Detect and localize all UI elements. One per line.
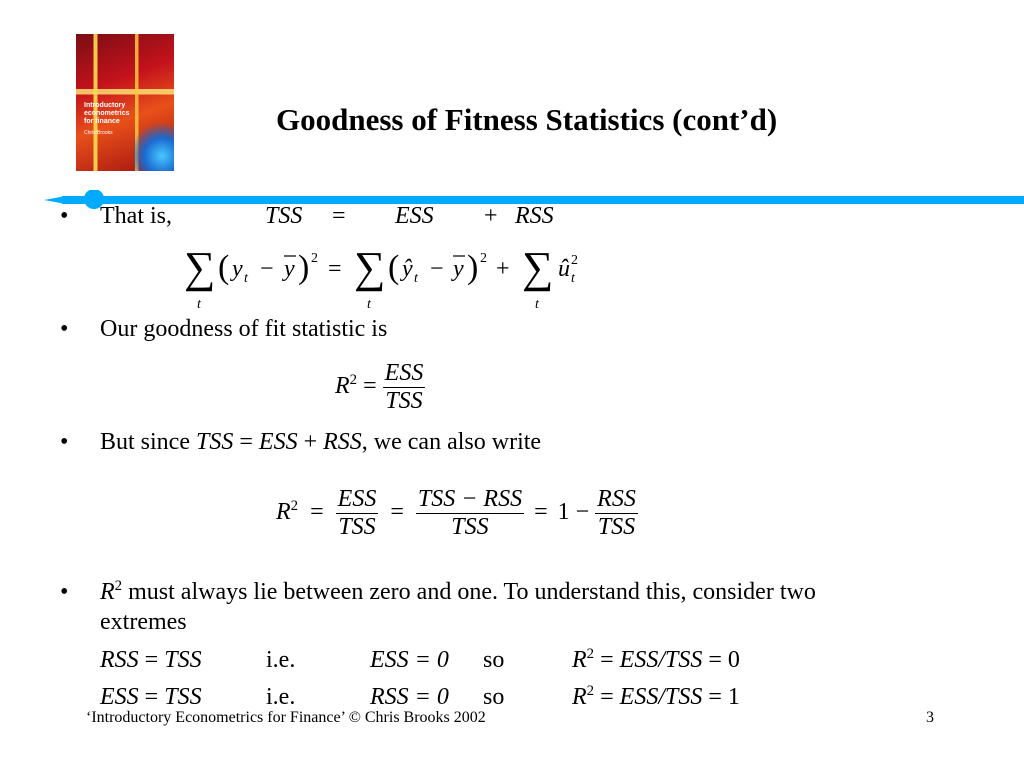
sq-1: 2 [311,251,318,266]
extreme-1-result [572,647,740,674]
uhat-sq: 2 [571,253,578,268]
r-squared-definition [335,360,425,415]
extreme-1-cond [370,647,449,674]
y-t-sub-1: t [244,271,248,286]
bullet-1-plus: + [484,203,498,229]
yhat-t-sub: t [414,271,418,286]
cover-author: Chris Brooks [84,130,113,136]
extreme-2-res-expr: ESS/TSS [619,684,703,710]
bullet-1-rss: RSS [515,203,554,229]
bullet-4-r: R [100,579,115,605]
ybar-1: y [284,256,295,282]
bullet-3-rss: RSS [323,429,362,455]
slide-footer: ‘Introductory Econometrics for Finance’ © Chris Brooks 2002 [86,709,486,726]
extreme-1-sup: 2 [586,646,595,662]
frac-ess-tss [336,486,379,541]
r2b-eq-2: = [390,499,404,526]
bullet-4-text [100,579,816,606]
extreme-1-res-expr: ESS/TSS [619,647,703,673]
extreme-1-cond-val: 0 [436,647,449,673]
bullet-1-ess: ESS [395,203,434,229]
r2b-eq-1: = [310,499,324,526]
page-number: 3 [926,709,934,726]
extreme-2-cond [370,684,449,711]
cover-title-line2: econometrics [84,110,130,117]
bullet-3-post: , we can also write [361,429,542,455]
bullet-3-text [100,429,541,456]
frac2-num: TSS − RSS [417,486,523,512]
extreme-1-lhs [100,647,202,674]
sum-of-squares-equation [180,240,600,320]
cover-glow [134,121,174,171]
bullet-marker-1: • [60,203,69,229]
r2-r: R [335,373,350,400]
extreme-1-res-val: 0 [727,647,740,673]
sum-sub-3: t [535,297,539,312]
frac-rss-tss [595,486,638,541]
paren-open-2: ( [388,249,400,286]
extreme-1-rhs: TSS [164,647,202,673]
extreme-2-so: so [483,684,505,710]
bullet-3-plus: + [297,429,324,455]
frac3-den: TSS [597,514,636,540]
one-minus: 1 − [557,499,590,526]
r2b-r: R [276,499,291,526]
extreme-2-res-eq: = [594,684,620,710]
extreme-1-cond-var: ESS [370,647,409,673]
extreme-2-res-val: 1 [727,684,740,710]
slide-title: Goodness of Fitness Statistics (cont’d) [276,102,778,137]
sum-sign-1: ∑ [184,243,216,292]
paren-close-2: ) [467,249,479,286]
extreme-2-lhs [100,684,202,711]
sq-2: 2 [480,251,487,266]
bullet-3-pre: But since [100,429,196,455]
minus-1: − [260,256,274,282]
extreme-1-cond-eq: = [408,647,437,673]
cover-title [84,102,164,126]
frac2-den: TSS [451,514,489,540]
bullet-4-sup: 2 [114,578,123,594]
sum-sign-2: ∑ [354,243,386,292]
frac-tss-minus-rss [416,486,524,541]
bullet-marker-4: • [60,579,69,605]
fraction-numerator-ess: ESS [384,360,424,386]
r2b-eq-3: = [534,499,548,526]
extreme-1-res-eq2: = [702,647,728,673]
frac3-num: RSS [597,486,636,512]
bullet-1-equals: = [332,203,346,229]
ess-over-tss-fraction [383,360,426,415]
extreme-1-ie: i.e. [266,647,296,673]
cover-title-line3: for finance [84,118,120,125]
extreme-2-sup: 2 [586,683,595,699]
uhat-t-sub: t [571,271,575,286]
bullet-marker-2: • [60,316,69,342]
r2-equals: = [363,373,377,400]
extreme-1-so: so [483,647,505,673]
ybar-2: y [453,256,464,282]
extreme-2-result [572,684,740,711]
extreme-2-res-eq2: = [702,684,728,710]
extreme-2-cond-eq: = [408,684,437,710]
book-cover-image [76,34,174,171]
extreme-2-cond-val: 0 [436,684,449,710]
sum-sub-1: t [197,297,201,312]
bullet-3-ess: ESS [258,429,298,455]
extreme-2-lhs-var: ESS [100,684,139,710]
bullet-4-body: must always lie between zero and one. To understand this, consider two [122,579,816,605]
r2-sup: 2 [349,372,358,389]
extreme-1-lhs-var: RSS [100,647,139,673]
r-squared-expanded-equation [276,486,638,541]
frac1-num: ESS [337,486,377,512]
uhat-t: û [558,256,570,282]
sum-sign-3: ∑ [522,243,554,292]
bullet-1-text: That is, [100,203,172,229]
extreme-2-r: R [572,684,587,710]
bullet-3-tss: TSS [196,429,234,455]
extreme-1-r: R [572,647,587,673]
frac1-den: TSS [338,514,376,540]
extreme-1-res-eq: = [594,647,620,673]
cover-title-line1: Introductory [84,102,126,109]
extreme-2-ie: i.e. [266,684,296,710]
paren-close-1: ) [298,249,310,286]
r2b-sup: 2 [290,498,299,515]
extreme-2-eq: = [138,684,165,710]
bullet-3-eq: = [233,429,259,455]
yhat-t: ŷ [402,256,413,282]
minus-2: − [430,256,444,282]
paren-open-1: ( [218,249,230,286]
extreme-2-cond-var: RSS [370,684,409,710]
fraction-denominator-tss: TSS [385,388,423,414]
extreme-1-eq: = [138,647,165,673]
extreme-2-rhs: TSS [164,684,202,710]
sum-sub-2: t [367,297,371,312]
bullet-1-tss: TSS [265,203,303,229]
bullet-marker-3: • [60,429,69,455]
equals-sign: = [328,256,342,282]
bullet-2-text: Our goodness of fit statistic is [100,316,388,342]
plus-sign: + [496,256,510,282]
y-t-1: y [232,256,243,282]
bullet-4-text-line2: extremes [100,609,187,635]
